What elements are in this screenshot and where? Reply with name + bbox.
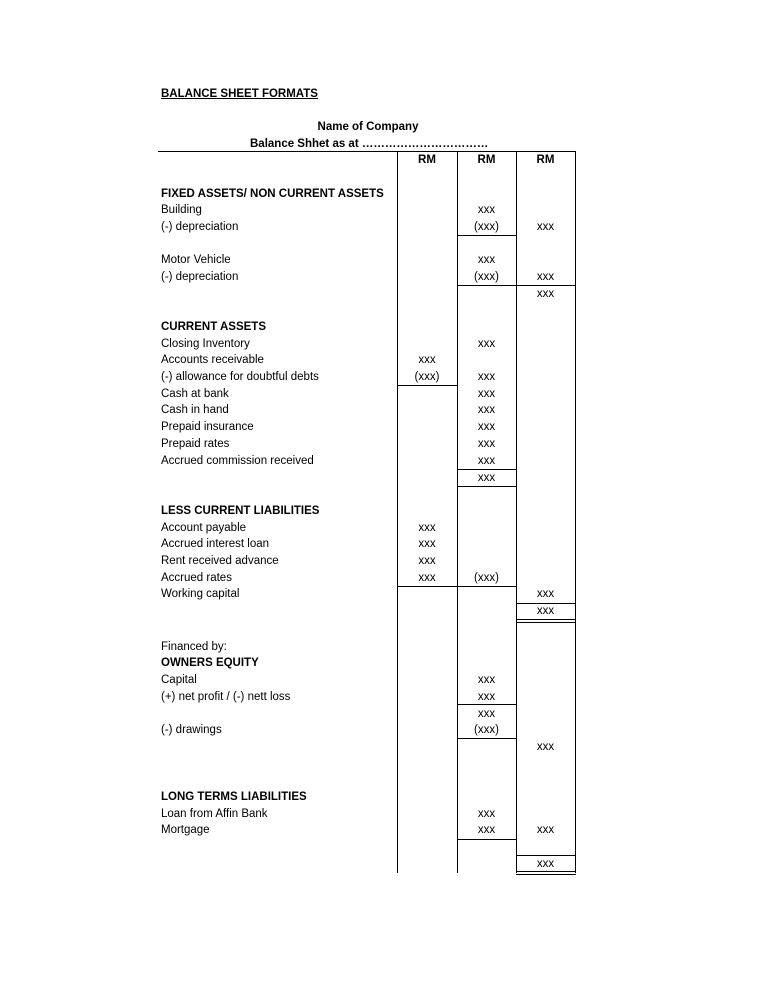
subtotal-rule — [457, 704, 516, 705]
line-item-label: Prepaid insurance — [161, 421, 254, 433]
amount-cell-col2: xxx — [477, 254, 496, 266]
amount-cell-col1: xxx — [418, 538, 436, 550]
amount-cell-col3: xxx — [536, 221, 555, 233]
amount-cell-col2: xxx — [477, 371, 496, 383]
line-item-label: Rent received advance — [161, 555, 279, 567]
double-total-rule — [516, 871, 576, 872]
subtotal-rule — [457, 469, 516, 470]
amount-cell-col2: (xxx) — [474, 724, 499, 736]
amount-cell-col1: xxx — [418, 354, 436, 366]
amount-cell-col2: xxx — [477, 674, 496, 686]
line-item-label: (-) depreciation — [161, 271, 239, 283]
amount-cell-col2: xxx — [477, 708, 496, 720]
amount-cell-col2: xxx — [477, 404, 496, 416]
double-total-rule — [516, 622, 576, 623]
line-item-label: (-) depreciation — [161, 221, 239, 233]
double-total-rule — [516, 619, 576, 620]
line-item-label: (-) allowance for doubtful debts — [161, 371, 319, 383]
amount-cell-col3: xxx — [536, 858, 555, 870]
subtotal-rule — [457, 738, 516, 739]
line-item-label: Accrued rates — [161, 572, 232, 584]
line-item-label: Financed by: — [161, 641, 227, 653]
document-title: BALANCE SHEET FORMATS — [161, 88, 318, 100]
subtotal-rule — [516, 855, 576, 856]
line-item-label: Building — [161, 204, 202, 216]
line-item-label: Motor Vehicle — [161, 254, 231, 266]
amount-cell-col2: xxx — [477, 691, 496, 703]
amount-cell-col1: (xxx) — [414, 371, 440, 383]
balance-sheet-date: Balance Shhet as at …………………………… — [250, 138, 489, 150]
section-heading: LESS CURRENT LIABILITIES — [161, 505, 320, 517]
column-header-rm: RM — [536, 154, 555, 166]
subtotal-rule — [457, 486, 516, 487]
line-item-label: Loan from Affin Bank — [161, 808, 268, 820]
column-header-rm: RM — [477, 154, 496, 166]
section-heading: OWNERS EQUITY — [161, 657, 259, 669]
amount-cell-col2: xxx — [477, 338, 496, 350]
amount-cell-col2: xxx — [477, 808, 496, 820]
amount-cell-col2: xxx — [477, 438, 496, 450]
amount-cell-col2: xxx — [477, 204, 496, 216]
amount-cell-col2: (xxx) — [474, 221, 499, 233]
line-item-label: Account payable — [161, 522, 247, 534]
amount-cell-col3: xxx — [536, 288, 555, 300]
line-item-label: Working capital — [161, 588, 240, 600]
column-separator — [575, 151, 576, 873]
column-separator — [397, 151, 398, 873]
line-item-label: Cash in hand — [161, 404, 229, 416]
amount-cell-col2: xxx — [477, 388, 496, 400]
section-heading: FIXED ASSETS/ NON CURRENT ASSETS — [161, 188, 384, 200]
company-name: Name of Company — [317, 121, 419, 133]
amount-cell-col2: xxx — [477, 455, 496, 467]
amount-cell-col2: xxx — [477, 824, 496, 836]
subtotal-rule — [457, 235, 516, 236]
amount-cell-col3: xxx — [536, 741, 555, 753]
subtotal-rule — [397, 385, 457, 386]
amount-cell-col2: xxx — [477, 421, 496, 433]
amount-cell-col3: xxx — [536, 824, 555, 836]
amount-cell-col1: xxx — [418, 555, 436, 567]
line-item-label: Prepaid rates — [161, 438, 230, 450]
line-item-label: Capital — [161, 674, 197, 686]
section-heading: CURRENT ASSETS — [161, 321, 266, 333]
amount-cell-col3: xxx — [536, 605, 555, 617]
column-header-rm: RM — [418, 154, 436, 166]
line-item-label: (+) net profit / (-) nett loss — [161, 691, 291, 703]
line-item-label: Accounts receivable — [161, 354, 264, 366]
line-item-label: Cash at bank — [161, 388, 229, 400]
column-separator — [516, 151, 517, 873]
amount-cell-col2: (xxx) — [474, 572, 499, 584]
amount-cell-col1: xxx — [418, 522, 436, 534]
subtotal-rule — [397, 586, 517, 587]
line-item-label: Mortgage — [161, 824, 210, 836]
line-item-label: (-) drawings — [161, 724, 222, 736]
amount-cell-col2: (xxx) — [474, 271, 499, 283]
line-item-label: Accrued interest loan — [161, 538, 270, 550]
subtotal-rule — [457, 839, 516, 840]
line-item-label: Closing Inventory — [161, 338, 250, 350]
amount-cell-col2: xxx — [477, 472, 496, 484]
amount-cell-col3: xxx — [536, 588, 555, 600]
line-item-label: Accrued commission received — [161, 455, 314, 467]
amount-cell-col1: xxx — [418, 572, 436, 584]
header-rule — [158, 151, 576, 152]
double-total-rule — [516, 874, 576, 875]
subtotal-rule — [457, 285, 576, 286]
amount-cell-col3: xxx — [536, 271, 555, 283]
section-heading: LONG TERMS LIABILITIES — [161, 791, 307, 803]
